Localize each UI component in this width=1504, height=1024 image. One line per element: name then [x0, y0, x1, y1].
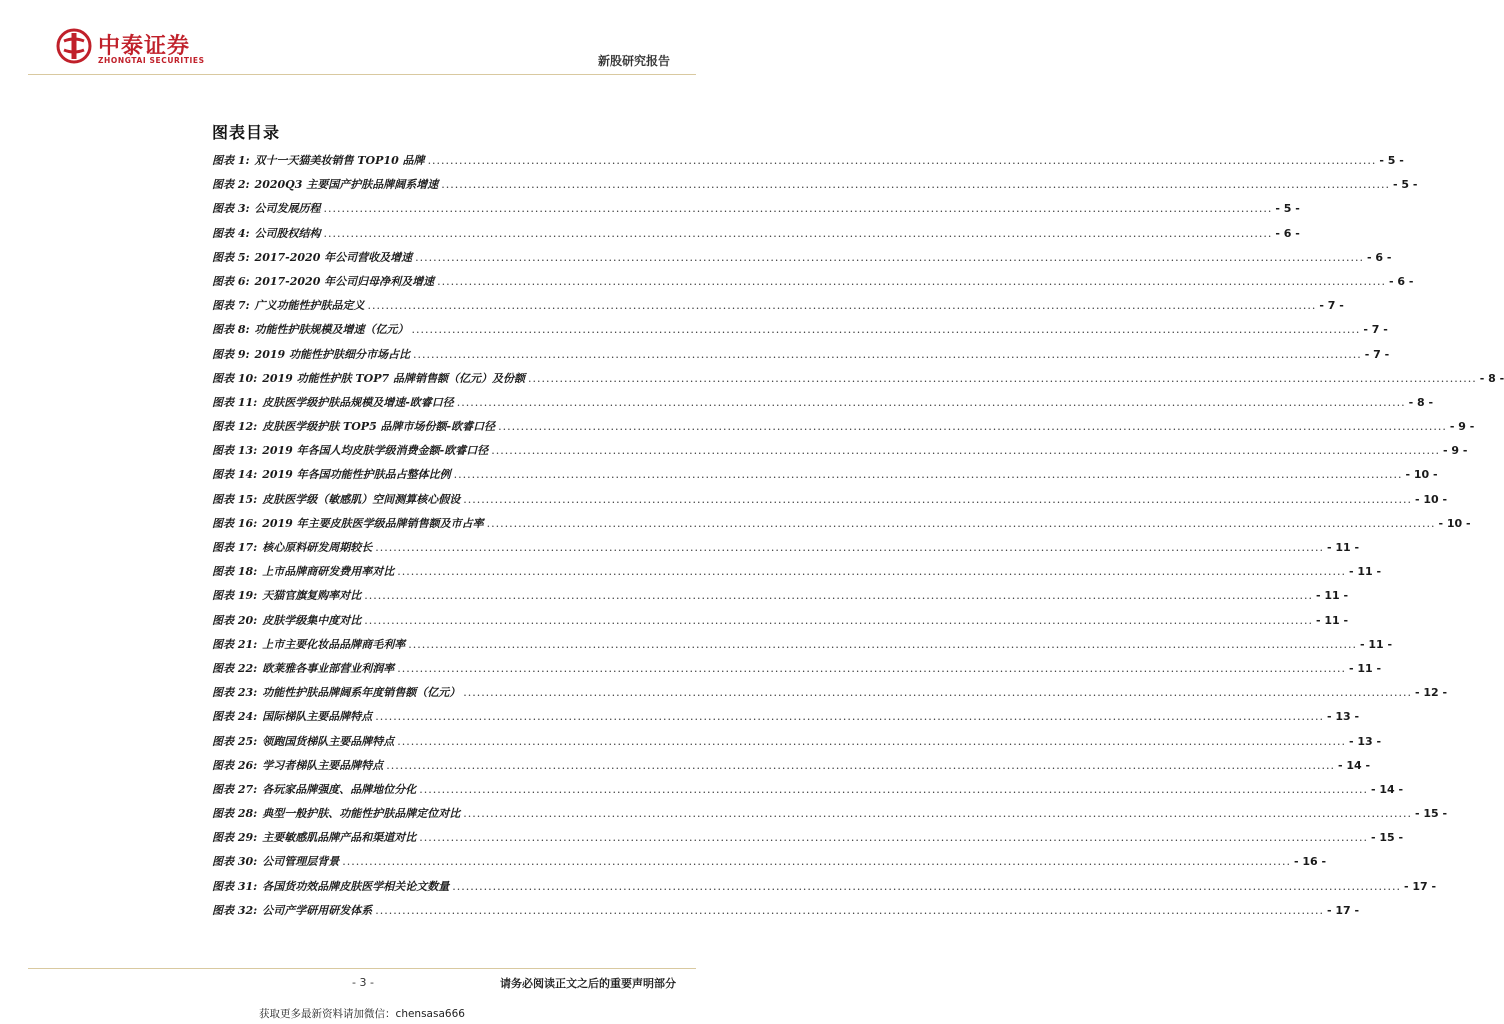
toc-entry[interactable] [212, 636, 1393, 660]
toc-entry-title: 双十一天猫美妆销售 TOP10 品牌 [254, 154, 425, 167]
brand-name-cn: 中泰证券 [98, 34, 191, 59]
toc-entry-page: - 6 - [1388, 274, 1414, 288]
toc-entry-page: - 5 - [1379, 154, 1404, 167]
toc-leader-dots [397, 565, 1346, 578]
toc-entry-title: 各国货功效品牌皮肤医学相关论文数量 [262, 879, 450, 893]
toc-entry-title: 上市主要化妆品品牌商毛利率 [262, 637, 406, 651]
toc-entry[interactable] [212, 708, 1360, 732]
toc-entry-number: 图表 3: [212, 202, 250, 216]
toc-entry-number: 图表 32: [212, 903, 258, 917]
toc-entry-title: 皮肤学级集中度对比 [262, 613, 362, 627]
toc-entry-title: 公司股权结构 [254, 226, 321, 240]
toc-entry-title: 功能性护肤规模及增速（亿元） [254, 323, 409, 337]
toc-entry-page: - 8 - [1408, 395, 1434, 409]
toc-leader-dots [386, 759, 1335, 772]
toc-entry-title: 皮肤医学级护肤品规模及增速-欧睿口径 [262, 395, 454, 409]
figure-toc-list [212, 152, 1504, 926]
toc-entry-title: 2017-2020 年公司营收及增速 [254, 250, 413, 264]
toc-entry-page: - 5 - [1275, 202, 1300, 216]
toc-entry-page: - 14 - [1337, 758, 1371, 772]
toc-entry-page: - 6 - [1366, 250, 1392, 264]
toc-entry-number: 图表 1: [212, 154, 250, 167]
toc-entry-number: 图表 29: [212, 831, 258, 845]
toc-entry[interactable] [212, 370, 1504, 394]
toc-entry[interactable] [212, 733, 1382, 757]
toc-entry-number: 图表 2: [212, 178, 250, 192]
toc-entry-number: 图表 24: [212, 710, 258, 724]
toc-entry-title: 2019 年各国功能性护肤品占整体比例 [262, 468, 451, 482]
toc-entry-page: - 10 - [1414, 492, 1448, 506]
toc-entry[interactable] [212, 297, 1344, 321]
toc-leader-dots [487, 517, 1436, 530]
toc-leader-dots [437, 275, 1386, 288]
toc-leader-dots [397, 662, 1346, 675]
toc-entry[interactable] [212, 684, 1448, 708]
toc-entry-title: 各玩家品牌强度、品牌地位分化 [262, 782, 417, 796]
toc-entry-title: 主要敏感肌品牌产品和渠道对比 [262, 831, 417, 845]
toc-entry[interactable] [212, 902, 1360, 926]
toc-entry-title: 公司发展历程 [254, 202, 321, 216]
toc-entry-page: - 17 - [1326, 903, 1360, 917]
toc-entry-number: 图表 18: [212, 565, 258, 579]
toc-leader-dots [375, 710, 1324, 723]
toc-entry[interactable] [212, 418, 1475, 442]
toc-leader-dots [428, 154, 1377, 167]
toc-entry[interactable] [212, 200, 1300, 224]
toc-entry-title: 典型一般护肤、功能性护肤品牌定位对比 [262, 807, 461, 821]
toc-entry-page: - 7 - [1319, 299, 1344, 313]
disclaimer-text: 请务必阅读正文之后的重要声明部分 [500, 977, 676, 990]
toc-entry-number: 图表 28: [212, 807, 258, 821]
toc-entry[interactable] [212, 539, 1360, 563]
toc-entry-number: 图表 7: [212, 299, 250, 313]
toc-entry-number: 图表 4: [212, 226, 250, 240]
toc-entry[interactable] [212, 757, 1371, 781]
toc-leader-dots [375, 904, 1324, 917]
toc-leader-dots [408, 638, 1357, 651]
toc-entry-page: - 11 - [1348, 661, 1382, 675]
toc-entry-title: 皮肤医学级护肤 TOP5 品牌市场份额-欧睿口径 [262, 420, 496, 434]
toc-leader-dots [498, 420, 1447, 433]
toc-entry-page: - 11 - [1326, 541, 1360, 554]
toc-entry-title: 2019 年主要皮肤医学级品牌销售额及市占率 [262, 516, 484, 530]
toc-entry-page: - 6 - [1275, 226, 1300, 240]
toc-entry-title: 2019 功能性护肤细分市场占比 [254, 347, 410, 361]
toc-entry-page: - 7 - [1363, 323, 1388, 337]
toc-entry-number: 图表 22: [212, 661, 258, 675]
toc-entry-title: 2019 功能性护肤 TOP7 品牌销售额（亿元）及份额 [262, 371, 525, 385]
toc-entry-page: - 15 - [1370, 831, 1404, 845]
toc-entry-page: - 9 - [1443, 444, 1468, 458]
toc-entry[interactable] [212, 273, 1414, 297]
toc-entry-page: - 7 - [1364, 347, 1390, 361]
toc-entry-title: 国际梯队主要品牌特点 [262, 710, 373, 724]
toc-entry[interactable] [212, 878, 1437, 902]
toc-entry[interactable] [212, 660, 1382, 684]
toc-leader-dots [324, 227, 1273, 240]
toc-entry[interactable] [212, 225, 1300, 249]
toc-entry[interactable] [212, 587, 1349, 611]
toc-entry-title: 2017-2020 年公司归母净利及增速 [254, 274, 435, 288]
zhongtai-logo-icon [56, 28, 92, 64]
toc-entry-page: - 14 - [1370, 782, 1404, 796]
toc-entry[interactable] [212, 152, 1404, 176]
toc-leader-dots [413, 348, 1362, 361]
toc-entry-page: - 9 - [1449, 420, 1475, 434]
toc-entry-number: 图表 13: [212, 444, 258, 458]
brand-name-en: ZHONGTAI SECURITIES [98, 56, 205, 65]
toc-entry[interactable] [212, 829, 1404, 853]
toc-entry[interactable] [212, 394, 1434, 418]
toc-entry-title: 核心原料研发周期较长 [262, 541, 373, 554]
toc-entry-title: 领跑国货梯队主要品牌特点 [262, 734, 395, 748]
toc-entry-title: 公司产学研用研发体系 [262, 903, 373, 917]
company-logo [56, 28, 236, 72]
toc-leader-dots [463, 493, 1412, 506]
toc-leader-dots [457, 396, 1406, 409]
toc-entry-title: 功能性护肤品牌阔系年度销售额（亿元） [262, 686, 461, 700]
toc-entry-number: 图表 19: [212, 589, 258, 603]
toc-leader-dots [375, 541, 1324, 554]
toc-leader-dots [364, 614, 1313, 627]
toc-entry-page: - 12 - [1414, 686, 1448, 700]
toc-entry[interactable] [212, 612, 1349, 636]
toc-leader-dots [364, 589, 1313, 602]
toc-entry-title: 2019 年各国人均皮肤学级消费金额-欧睿口径 [262, 444, 489, 458]
toc-entry-number: 图表 23: [212, 686, 258, 700]
toc-entry-title: 广义功能性护肤品定义 [254, 299, 365, 313]
toc-entry-number: 图表 9: [212, 347, 250, 361]
toc-leader-dots [491, 444, 1440, 457]
toc-entry-number: 图表 21: [212, 637, 258, 651]
toc-entry-title: 公司管理层背景 [262, 855, 340, 869]
toc-entry[interactable] [212, 805, 1448, 829]
watermark-text: 获取更多最新资料请加微信：chensasa666 [259, 1008, 465, 1020]
toc-entry-page: - 5 - [1393, 178, 1418, 192]
toc-entry-number: 图表 8: [212, 323, 250, 337]
toc-entry[interactable] [212, 515, 1471, 539]
page-header [0, 0, 724, 80]
toc-entry-number: 图表 16: [212, 516, 258, 530]
toc-entry-title: 欧莱雅各事业部营业利润率 [262, 661, 395, 675]
toc-entry[interactable] [212, 853, 1327, 877]
toc-leader-dots [452, 880, 1401, 893]
toc-entry-page: - 10 - [1438, 516, 1471, 530]
toc-entry-page: - 11 - [1315, 613, 1349, 627]
toc-leader-dots [415, 251, 1364, 264]
toc-entry-number: 图表 10: [212, 371, 258, 385]
toc-entry-page: - 13 - [1348, 734, 1382, 748]
toc-entry-page: - 11 - [1315, 589, 1349, 603]
toc-leader-dots [397, 735, 1346, 748]
toc-entry-number: 图表 27: [212, 782, 258, 796]
toc-leader-dots [463, 807, 1412, 820]
toc-entry[interactable] [212, 491, 1448, 515]
toc-entry-number: 图表 5: [212, 250, 250, 264]
toc-entry-number: 图表 20: [212, 613, 258, 627]
report-type: 新股研究报告 [597, 54, 670, 68]
header-divider [28, 74, 696, 75]
toc-entry[interactable] [212, 466, 1438, 490]
toc-leader-dots [419, 783, 1368, 796]
toc-leader-dots [368, 299, 1317, 312]
toc-entry-page: - 16 - [1293, 855, 1327, 869]
toc-entry-page: - 11 - [1359, 637, 1393, 651]
toc-entry-page: - 15 - [1414, 807, 1448, 821]
toc-entry-page: - 13 - [1326, 710, 1360, 724]
toc-entry-page: - 8 - [1479, 371, 1504, 385]
toc-entry-number: 图表 26: [212, 758, 258, 772]
toc-entry-title: 上市品牌商研发费用率对比 [262, 565, 395, 579]
toc-entry[interactable] [212, 176, 1418, 200]
toc-entry-page: - 10 - [1405, 468, 1438, 482]
toc-entry-number: 图表 11: [212, 395, 258, 409]
toc-leader-dots [324, 202, 1273, 215]
toc-leader-dots [412, 323, 1361, 336]
toc-leader-dots [441, 178, 1390, 191]
toc-entry-title: 皮肤医学级（敏感肌）空间测算核心假设 [262, 492, 461, 506]
toc-entry[interactable] [212, 249, 1392, 273]
toc-entry[interactable] [212, 563, 1382, 587]
toc-leader-dots [463, 686, 1412, 699]
toc-entry-number: 图表 15: [212, 492, 258, 506]
toc-leader-dots [528, 372, 1477, 385]
toc-entry-number: 图表 14: [212, 468, 258, 482]
footer-divider [28, 968, 696, 969]
toc-leader-dots [342, 855, 1291, 868]
toc-entry[interactable] [212, 321, 1388, 345]
toc-entry-number: 图表 30: [212, 855, 258, 869]
toc-entry-number: 图表 6: [212, 274, 250, 288]
toc-entry-title: 学习者梯队主要品牌特点 [262, 758, 384, 772]
toc-entry[interactable] [212, 442, 1468, 466]
toc-entry-number: 图表 31: [212, 879, 258, 893]
page-number: - 3 - [352, 976, 374, 989]
toc-entry-page: - 11 - [1348, 565, 1382, 579]
toc-entry[interactable] [212, 346, 1390, 370]
toc-entry[interactable] [212, 781, 1404, 805]
toc-entry-title: 天猫官旗复购率对比 [262, 589, 362, 603]
toc-entry-number: 图表 25: [212, 734, 258, 748]
toc-leader-dots [454, 468, 1403, 481]
toc-entry-page: - 17 - [1403, 879, 1437, 893]
toc-entry-title: 2020Q3 主要国产护肤品牌阔系增速 [254, 178, 439, 192]
toc-title: 图表目录 [212, 123, 281, 142]
toc-leader-dots [419, 831, 1368, 844]
toc-entry-number: 图表 12: [212, 420, 258, 434]
toc-entry-number: 图表 17: [212, 541, 258, 554]
